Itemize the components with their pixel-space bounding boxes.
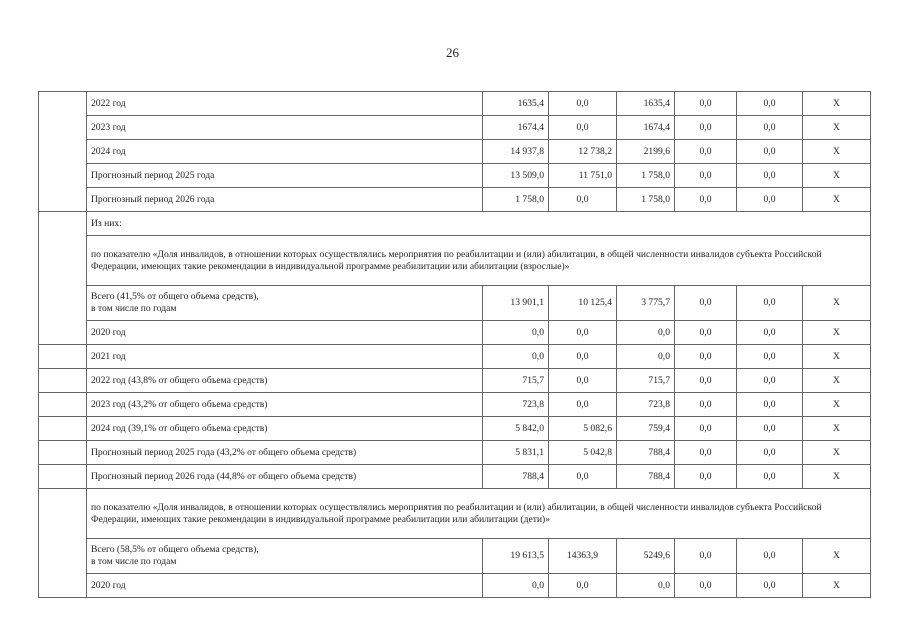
value-cell: 0,0	[737, 140, 803, 164]
row-label: 2022 год	[87, 92, 483, 116]
table-body	[39, 92, 871, 598]
value-cell: Х	[803, 465, 871, 489]
value-cell: 0,0	[737, 286, 803, 321]
total-cell: 19 613,5	[483, 539, 549, 574]
total-cell: 5 831,1	[483, 441, 549, 465]
total-label-line2: в том числе по годам	[91, 303, 177, 314]
value-cell: 0,0	[549, 188, 617, 212]
value-cell: Х	[803, 417, 871, 441]
table-row	[39, 417, 871, 441]
total-label-children	[87, 539, 483, 574]
budget-table	[38, 91, 871, 598]
value-cell: 0,0	[737, 188, 803, 212]
total-cell: 1635,4	[483, 92, 549, 116]
value-cell: 0,0	[549, 321, 617, 345]
value-cell: 0,0	[737, 393, 803, 417]
value-cell: 0,0	[675, 321, 737, 345]
value-cell: Х	[803, 188, 871, 212]
value-cell: 0,0	[675, 164, 737, 188]
table-row	[39, 188, 871, 212]
value-cell: 0,0	[549, 92, 617, 116]
value-cell: 0,0	[549, 574, 617, 598]
value-cell: 1 758,0	[617, 188, 675, 212]
value-cell: 0,0	[737, 116, 803, 140]
value-cell: 2199,6	[617, 140, 675, 164]
total-cell: 788,4	[483, 465, 549, 489]
indicator-adults-text: по показателю «Доля инвалидов, в отношении которых осуществлялись мероприятия по реабилитации и (или) абилитации, в общей численности инвалидов субъекта Российской Федерации, имеющих такие рекомендации в индивидуальной программе реабилитации или абилитации (взрослые)»	[87, 236, 871, 286]
value-cell: 0,0	[737, 441, 803, 465]
value-cell: 0,0	[617, 345, 675, 369]
value-cell: Х	[803, 164, 871, 188]
table-row	[39, 465, 871, 489]
value-cell: Х	[803, 393, 871, 417]
row-label: Прогнозный период 2025 года (43,2% от общего объема средств)	[87, 441, 483, 465]
value-cell: 723,8	[617, 393, 675, 417]
total-label-line1: Всего (41,5% от общего объема средств),	[91, 291, 259, 302]
row-label: 2024 год	[87, 140, 483, 164]
value-cell: Х	[803, 574, 871, 598]
row-label: Прогнозный период 2026 года (44,8% от общего объема средств)	[87, 465, 483, 489]
table-row	[39, 116, 871, 140]
table-row	[39, 164, 871, 188]
blank-cell	[39, 489, 87, 598]
row-label: 2021 год	[87, 345, 483, 369]
value-cell: 0,0	[675, 574, 737, 598]
value-cell: 0,0	[549, 116, 617, 140]
row-label: 2023 год (43,2% от общего объема средств)	[87, 393, 483, 417]
value-cell: 0,0	[737, 574, 803, 598]
table-row	[39, 345, 871, 369]
value-cell: 0,0	[675, 140, 737, 164]
total-cell: 0,0	[483, 321, 549, 345]
value-cell: 0,0	[675, 345, 737, 369]
blank-cell	[39, 92, 87, 212]
value-cell: 788,4	[617, 441, 675, 465]
value-cell: 0,0	[549, 345, 617, 369]
value-cell: 1635,4	[617, 92, 675, 116]
value-cell: Х	[803, 369, 871, 393]
row-label: Прогнозный период 2025 года	[87, 164, 483, 188]
value-cell: Х	[803, 116, 871, 140]
value-cell: 0,0	[617, 574, 675, 598]
row-label: 2020 год	[87, 574, 483, 598]
value-cell: 5 042,8	[549, 441, 617, 465]
value-cell: 0,0	[675, 393, 737, 417]
value-cell: 3 775,7	[617, 286, 675, 321]
table-row	[39, 92, 871, 116]
value-cell: Х	[803, 441, 871, 465]
total-cell: 1674,4	[483, 116, 549, 140]
total-cell: 715,7	[483, 369, 549, 393]
value-cell: 0,0	[549, 465, 617, 489]
value-cell: 1 758,0	[617, 164, 675, 188]
indicator-children-text: по показателю «Доля инвалидов, в отношении которых осуществлялись мероприятия по реабилитации и (или) абилитации, в общей численности инвалидов субъекта Российской Федерации, имеющих такие рекомендации в индивидуальной программе реабилитации или абилитации (дети)»	[87, 489, 871, 539]
value-cell: Х	[803, 321, 871, 345]
value-cell: Х	[803, 286, 871, 321]
value-cell: 0,0	[737, 164, 803, 188]
blank-cell	[39, 393, 87, 417]
table-row	[39, 393, 871, 417]
value-cell: 1674,4	[617, 116, 675, 140]
value-cell: 715,7	[617, 369, 675, 393]
value-cell: 11 751,0	[549, 164, 617, 188]
value-cell: 0,0	[675, 188, 737, 212]
value-cell: 0,0	[675, 92, 737, 116]
value-cell: 0,0	[675, 286, 737, 321]
value-cell: 12 738,2	[549, 140, 617, 164]
value-cell: 10 125,4	[549, 286, 617, 321]
indicator-row-adults	[39, 236, 871, 286]
value-cell: 14363,9	[549, 539, 617, 574]
total-cell: 5 842,0	[483, 417, 549, 441]
of-them-label: Из них:	[87, 212, 871, 236]
value-cell: 0,0	[737, 369, 803, 393]
value-cell: 0,0	[675, 539, 737, 574]
total-cell: 13 901,1	[483, 286, 549, 321]
blank-cell	[39, 465, 87, 489]
value-cell: 0,0	[549, 393, 617, 417]
value-cell: 788,4	[617, 465, 675, 489]
value-cell: 0,0	[737, 539, 803, 574]
total-cell: 1 758,0	[483, 188, 549, 212]
row-label: 2023 год	[87, 116, 483, 140]
value-cell: 0,0	[737, 465, 803, 489]
total-row-adults	[39, 286, 871, 321]
value-cell: 0,0	[549, 369, 617, 393]
value-cell: Х	[803, 539, 871, 574]
table-row	[39, 369, 871, 393]
blank-cell	[39, 212, 87, 345]
total-cell: 723,8	[483, 393, 549, 417]
value-cell: 0,0	[737, 345, 803, 369]
value-cell: 0,0	[737, 92, 803, 116]
total-cell: 0,0	[483, 574, 549, 598]
row-label: 2020 год	[87, 321, 483, 345]
value-cell: 759,4	[617, 417, 675, 441]
value-cell: 0,0	[675, 116, 737, 140]
value-cell: 0,0	[675, 465, 737, 489]
value-cell: Х	[803, 345, 871, 369]
total-cell: 14 937,8	[483, 140, 549, 164]
total-row-children	[39, 539, 871, 574]
table-row	[39, 140, 871, 164]
value-cell: 5249,6	[617, 539, 675, 574]
row-label: Прогнозный период 2026 года	[87, 188, 483, 212]
value-cell: 5 082,6	[549, 417, 617, 441]
value-cell: 0,0	[737, 321, 803, 345]
value-cell: Х	[803, 92, 871, 116]
row-label: 2024 год (39,1% от общего объема средств)	[87, 417, 483, 441]
value-cell: Х	[803, 140, 871, 164]
total-label-line1: Всего (58,5% от общего объема средств),	[91, 544, 259, 555]
value-cell: 0,0	[675, 441, 737, 465]
table-row	[39, 441, 871, 465]
total-cell: 13 509,0	[483, 164, 549, 188]
value-cell: 0,0	[675, 369, 737, 393]
table-row	[39, 321, 871, 345]
indicator-row-children	[39, 489, 871, 539]
page-number: 26	[446, 45, 459, 60]
total-label-line2: в том числе по годам	[91, 556, 177, 567]
blank-cell	[39, 369, 87, 393]
value-cell: 0,0	[737, 417, 803, 441]
blank-cell	[39, 441, 87, 465]
total-label-adults	[87, 286, 483, 321]
value-cell: 0,0	[675, 417, 737, 441]
total-cell: 0,0	[483, 345, 549, 369]
value-cell: 0,0	[617, 321, 675, 345]
blank-cell	[39, 417, 87, 441]
of-them-row	[39, 212, 871, 236]
table-row	[39, 574, 871, 598]
row-label: 2022 год (43,8% от общего объема средств)	[87, 369, 483, 393]
blank-cell	[39, 345, 87, 369]
